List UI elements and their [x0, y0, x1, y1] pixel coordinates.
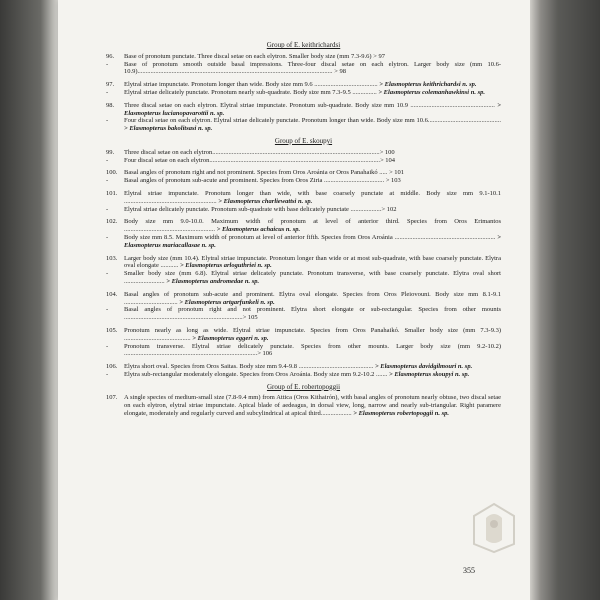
entry-lead: > Elasmopterus skoupyi n. sp.: [388, 370, 470, 378]
entry-text: A single species of medium-small size (7.8-9.4 mm) from Attica (Oros Kithairón), with basal angles of pronotum nearly obtuse, two discal setae on each elytron, elytral striae impunctate. Apical blade of aedeagus, in dorsal view, long, narrow and nearly sub-triangular. Right paramere elongate, moderately and regularly curved and subcylindrical at apical third................... > Elasmopterus robertopoggii n. sp.: [124, 394, 501, 418]
key-entry: [106, 363, 501, 371]
entry-number: -: [106, 370, 109, 378]
entry-number: -: [106, 88, 109, 96]
entry-text: Four discal setae on each elytron. Elytral striae delicately punctate. Pronotum longer than wide. Body size mm 10.6............................................. > Elasmopterus bakolitsasi n. sp.: [124, 117, 501, 133]
key-entry: [106, 343, 501, 359]
entry-lead: > Elasmopterus achaicus n. sp.: [216, 226, 301, 234]
key-group: [106, 138, 501, 379]
key-entry: [106, 157, 501, 165]
key-entry: [106, 371, 501, 379]
key-entry: [106, 255, 501, 271]
entry-number: 104.: [106, 290, 118, 298]
key-entry: [106, 394, 501, 417]
group-title: Group of E. skoupyi: [274, 136, 333, 145]
entry-lead: > Elasmopterus artgarfunkeli n. sp.: [179, 298, 275, 306]
key-couplet: [106, 363, 501, 379]
group-title: Group of E. keithrichardsi: [266, 41, 341, 49]
book-page: [58, 0, 530, 600]
entry-text: Base of pronotum smooth outside basal impressions. Three-four discal setae on each elytron. Larger body size (mm 10.6-10.9)........................................................................................................................ > 98: [124, 60, 501, 76]
key-entry: [106, 270, 501, 286]
key-entry: [106, 306, 501, 322]
entry-number: 102.: [106, 218, 118, 226]
entry-lead: > 103: [385, 177, 401, 185]
entry-lead: > Elasmopterus lucianopavarottii n. sp.: [124, 101, 501, 117]
key-entry: [106, 89, 501, 97]
page-number: 355: [463, 566, 475, 575]
key-entry: [106, 206, 501, 214]
key-entry: [106, 291, 501, 307]
entry-lead: > Elasmopterus keithrichardsi n. sp.: [379, 81, 477, 89]
entry-number: -: [106, 60, 109, 68]
entry-text: Three discal setae on each elytron. Elytral striae impunctate. Pronotum sub-quadrate. Body size mm 10.9 .................................................... > Elasmopterus lucianopavarottii n. sp.: [124, 101, 501, 117]
key-couplet: [106, 102, 501, 133]
key-entry: [106, 177, 501, 185]
entry-lead: > Elasmopterus bakolitsasi n. sp.: [124, 125, 213, 133]
entry-lead: > 105: [242, 314, 258, 322]
key-couplet: [106, 190, 501, 213]
key-couplet: [106, 327, 501, 358]
entry-number: 99.: [106, 148, 115, 156]
entry-lead: > 106: [257, 350, 273, 358]
key-entry: [106, 102, 501, 118]
key-couplet: [106, 81, 501, 97]
entry-lead: > 101: [389, 169, 405, 177]
entry-lead: > Elasmopterus mariacallasae n. sp.: [124, 233, 502, 249]
entry-text: Pronotum nearly as long as wide. Elytral striae impunctate. Species from Oros Panahaikó. Smaller body size (mm 7.3-9.3) ......................................... > Elasmopterus eggeri n. sp.: [124, 326, 501, 342]
identification-key: [106, 42, 501, 423]
key-entry: [106, 53, 501, 61]
entry-text: Basal angles of pronotum sub-acute and prominent. Elytra oval elongate. Species from Oros Pleiovouni. Body size mm 8.1-9.1 ................................. > Elasmopterus artgarfunkeli n. sp.: [124, 290, 501, 306]
key-couplet: [106, 255, 501, 286]
entry-lead: > 104: [380, 156, 396, 164]
entry-lead: > 100: [379, 148, 395, 156]
entry-lead: > Elasmopterus robertopoggii n. sp.: [353, 410, 450, 418]
key-entry: [106, 61, 501, 77]
key-entry: [106, 149, 501, 157]
key-entry: [106, 327, 501, 343]
entry-text: Four discal setae on each elytron.........................................................................................................> 104: [124, 156, 396, 164]
entry-number: 101.: [106, 189, 118, 197]
entry-lead: > Elasmopterus charliewattsi n. sp.: [218, 197, 313, 205]
key-couplet: [106, 53, 501, 76]
entry-text: Body size mm 9.0-10.0. Maximum width of pronotum at level of anterior third. Species from Oros Erimantos ........................................................ > Elasmopterus achaicus n. sp.: [124, 218, 501, 234]
entry-lead: > 98: [334, 68, 346, 76]
entry-number: -: [106, 156, 109, 164]
page-edge-shadow: [530, 0, 600, 600]
entry-lead: > 102: [381, 205, 397, 213]
entry-number: -: [106, 270, 109, 278]
entry-text: Elytra short oval. Species from Oros Saitas. Body size mm 9.4-9.8 .............................................. > Elasmopterus davidgilmouri n. sp.: [124, 363, 473, 371]
group-title: Group of E. robertopoggii: [266, 382, 341, 391]
entry-lead: > Elasmopterus colemanhawkinsi n. sp.: [378, 88, 485, 96]
key-entry: [106, 117, 501, 133]
publisher-emblem-icon: [466, 500, 522, 556]
entry-text: Larger body size (mm 10.4). Elytral striae impunctate. Pronotum longer than wide or at most sub-quadrate, with base coarsely punctate. Elytra oval elongate ........... > Elasmopterus arloguthriei n. sp.: [124, 254, 501, 270]
entry-lead: > Elasmopterus eggeri n. sp.: [192, 334, 269, 342]
key-couplet: [106, 218, 501, 249]
entry-number: 106.: [106, 363, 118, 371]
entry-text: Three discal setae on each elytron.......................................................................................................> 100: [124, 148, 395, 156]
entry-text: Body size mm 8.5. Maximum width of pronotum at level of anterior fifth. Species from Oros Aroánia .............................................................. > Elasmopterus mariacallasae n. sp.: [124, 233, 502, 249]
key-entry: [106, 81, 501, 89]
entry-text: Elytral striae impunctate. Pronotum longer than wide, with base coarsely punctate at middle. Body size mm 9.1-10.1 ......................................................... > Elasmopterus charliewattsi n. sp.: [124, 189, 501, 205]
entry-number: -: [106, 342, 109, 350]
key-group: [106, 384, 501, 418]
entry-lead: > Elasmopterus arloguthriei n. sp.: [179, 262, 272, 270]
entry-number: 107.: [106, 394, 118, 402]
key-couplet: [106, 394, 501, 417]
key-couplet: [106, 149, 501, 165]
entry-lead: > Elasmopterus andromedae n. sp.: [166, 277, 260, 285]
key-entry: [106, 234, 501, 250]
entry-number: -: [106, 117, 109, 125]
book-binding-shadow: [0, 0, 58, 600]
entry-text: Basal angles of pronotum right and not prominent. Species from Oros Aroánia or Oros Panahaikó ..... > 101: [124, 169, 405, 177]
entry-text: Basal angles of pronotum right and not prominent. Elytra short elongate or sub-rectangular. Species from other mounts .........................................................................> 105: [124, 306, 501, 322]
key-entry: [106, 190, 501, 206]
entry-number: -: [106, 177, 109, 185]
entry-number: 100.: [106, 169, 118, 177]
entry-number: -: [106, 306, 109, 314]
entry-text: Base of pronotum punctate. Three discal setae on each elytron. Smaller body size (mm 7.3-9.6) > 97: [124, 52, 385, 60]
key-entry: [106, 218, 501, 234]
entry-number: 103.: [106, 254, 118, 262]
entry-text: Pronotum transverse. Elytral striae delicately punctate. Species from other mounts. Larger body size (mm 9.2-10.2) ..................................................................................> 106: [124, 342, 501, 358]
entry-number: 98.: [106, 101, 115, 109]
key-couplet: [106, 291, 501, 322]
key-couplet: [106, 169, 501, 185]
key-group: [106, 42, 501, 133]
entry-text: Basal angles of pronotum sub-acute and prominent. Species from Oros Ziria ..................................... > 103: [124, 177, 401, 185]
entry-number: -: [106, 233, 109, 241]
entry-number: 96.: [106, 52, 115, 60]
entry-lead: > Elasmopterus davidgilmouri n. sp.: [374, 363, 473, 371]
entry-text: Elytral striae impunctate. Pronotum longer than wide. Body size mm 9.6 ....................................... > Elasmopterus keithrichardsi n. sp.: [124, 81, 477, 89]
entry-number: -: [106, 205, 109, 213]
entry-text: Elytral striae delicately punctate. Pronotum sub-quadrate with base delicately punctate ...................> 102: [124, 205, 397, 213]
entry-number: 105.: [106, 326, 118, 334]
entry-text: Elytral striae delicately punctate. Pronotum nearly sub-quadrate. Body size mm 7.3-9.5 ............... > Elasmopterus colemanhawkinsi n. sp.: [124, 88, 485, 96]
entry-text: Smaller body size (mm 6.8). Elytral striae delicately punctate. Pronotum transverse, with base coarsely punctate. Elytra oval short ......................... > Elasmopterus andromedae n. sp.: [124, 270, 501, 285]
entry-text: Elytra sub-rectangular moderately elongate. Species from Oros Aroánia. Body size mm 9.2-10.2 ....... > Elasmopterus skoupyi n. sp.: [124, 370, 470, 378]
entry-lead: > 97: [373, 52, 385, 60]
key-entry: [106, 169, 501, 177]
entry-number: 97.: [106, 81, 115, 89]
